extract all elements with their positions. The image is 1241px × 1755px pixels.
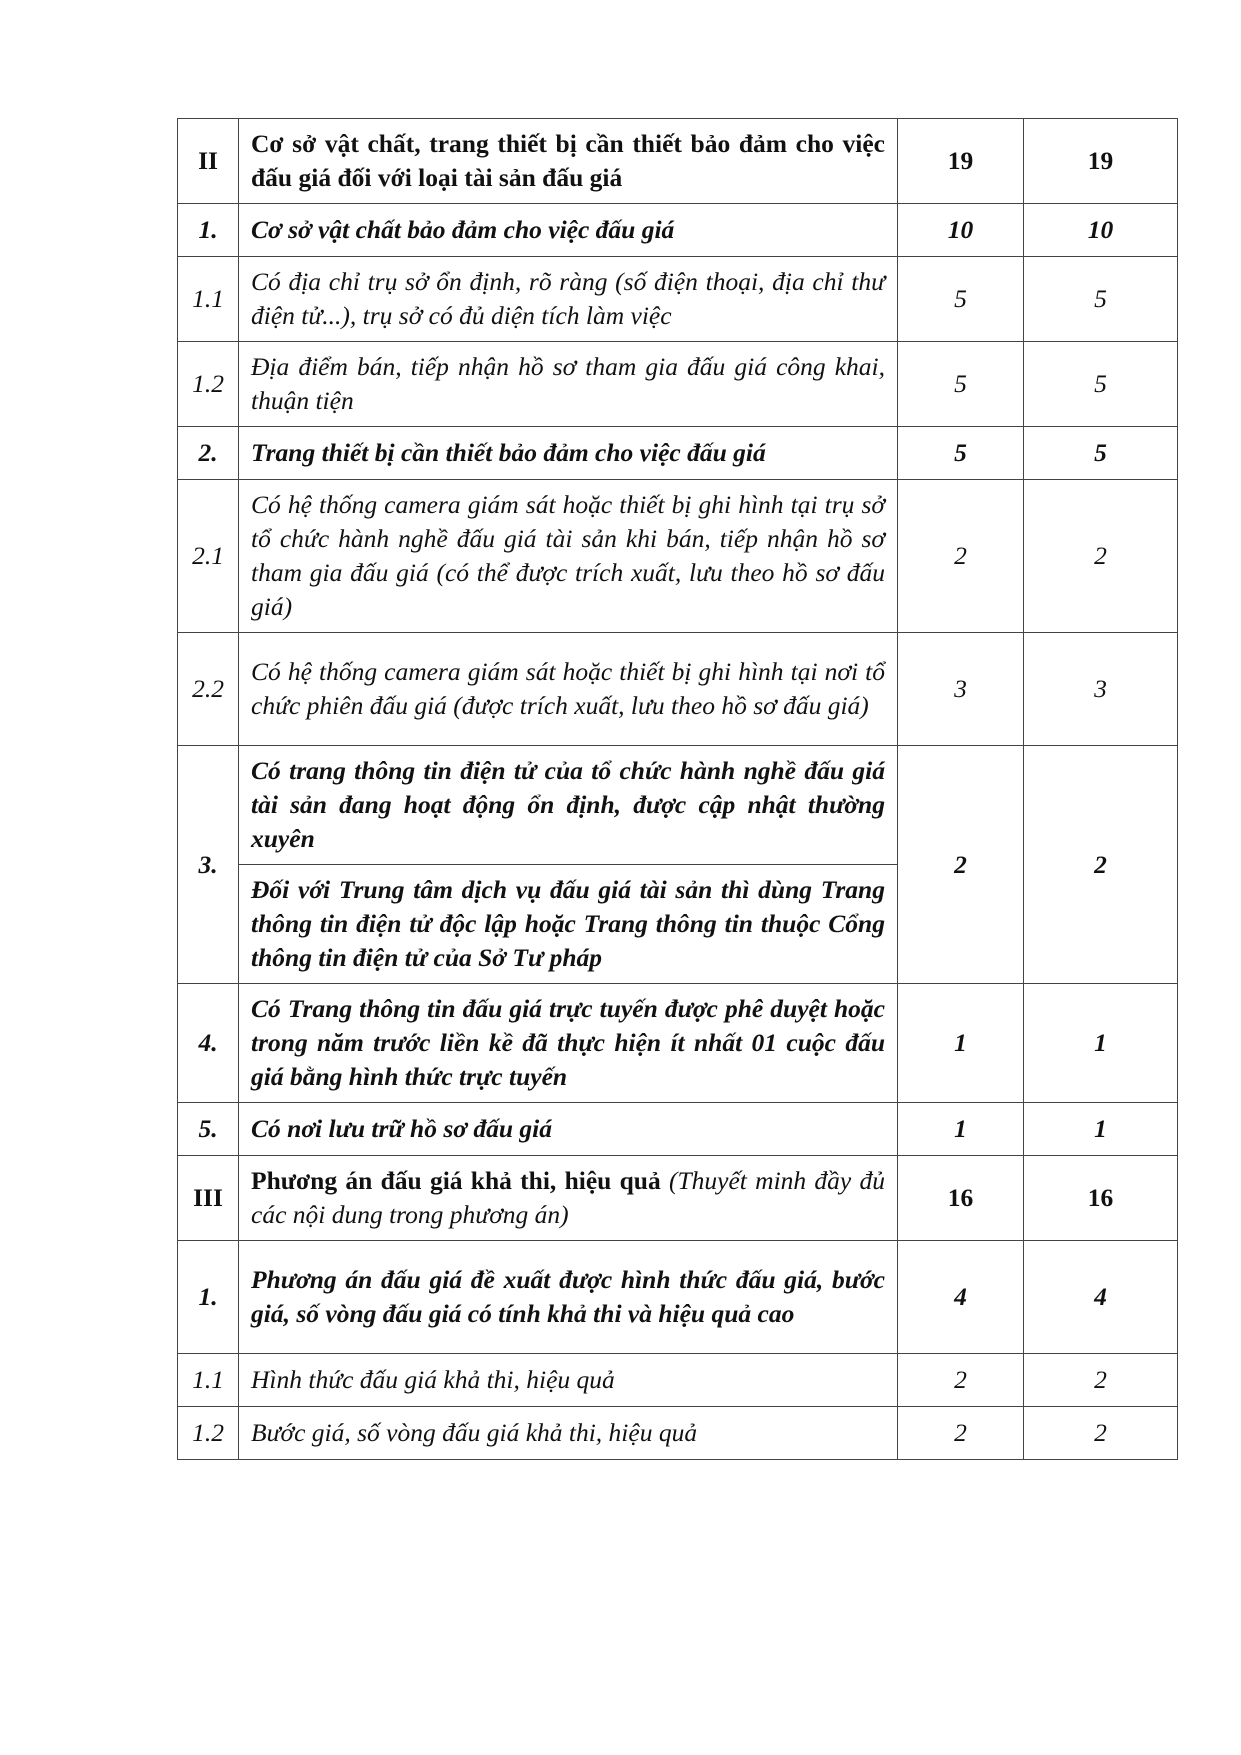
row-content: Có hệ thống camera giám sát hoặc thiết bị ghi hình tại trụ sở tổ chức hành nghề đấu giá tài sản khi bán, tiếp nhận hồ sơ tham gia đấu giá (có thể được trích xuất, lưu theo hồ sơ đấu giá) bbox=[239, 480, 898, 633]
table-row bbox=[178, 633, 1178, 746]
row-content: Cơ sở vật chất, trang thiết bị cần thiết bảo đảm cho việc đấu giá đối với loại tài sản đấu giá bbox=[239, 119, 898, 204]
score-cell: 5 bbox=[898, 342, 1024, 427]
row-content-bold: Phương án đấu giá khả thi, hiệu quả bbox=[251, 1166, 661, 1195]
table-row bbox=[178, 257, 1178, 342]
row-content: Cơ sở vật chất bảo đảm cho việc đấu giá bbox=[239, 204, 898, 257]
score-cell: 2 bbox=[1024, 1354, 1178, 1407]
row-number: II bbox=[178, 119, 239, 204]
score-cell: 5 bbox=[1024, 257, 1178, 342]
score-cell: 5 bbox=[1024, 427, 1178, 480]
row-content bbox=[239, 1156, 898, 1241]
score-cell: 19 bbox=[898, 119, 1024, 204]
score-cell: 2 bbox=[898, 746, 1024, 984]
score-cell: 5 bbox=[898, 427, 1024, 480]
score-cell: 2 bbox=[898, 1354, 1024, 1407]
row-content: Có địa chỉ trụ sở ổn định, rõ ràng (số điện thoại, địa chỉ thư điện tử...), trụ sở có đủ diện tích làm việc bbox=[239, 257, 898, 342]
row-content: Trang thiết bị cần thiết bảo đảm cho việc đấu giá bbox=[239, 427, 898, 480]
score-cell: 1 bbox=[898, 984, 1024, 1103]
table-row bbox=[178, 1156, 1178, 1241]
row-content: Có hệ thống camera giám sát hoặc thiết bị ghi hình tại nơi tổ chức phiên đấu giá (được trích xuất, lưu theo hồ sơ đấu giá) bbox=[239, 633, 898, 746]
row-number: 2. bbox=[178, 427, 239, 480]
score-cell: 2 bbox=[1024, 746, 1178, 984]
table-row bbox=[178, 1103, 1178, 1156]
row-number: 2.2 bbox=[178, 633, 239, 746]
table-row bbox=[178, 119, 1178, 204]
row-number: 1.1 bbox=[178, 1354, 239, 1407]
score-cell: 2 bbox=[1024, 1407, 1178, 1460]
score-cell: 16 bbox=[898, 1156, 1024, 1241]
score-cell: 2 bbox=[898, 480, 1024, 633]
row-number: 5. bbox=[178, 1103, 239, 1156]
score-cell: 16 bbox=[1024, 1156, 1178, 1241]
score-cell: 3 bbox=[1024, 633, 1178, 746]
row-number: 2.1 bbox=[178, 480, 239, 633]
table-row bbox=[178, 1241, 1178, 1354]
row-number: 1. bbox=[178, 204, 239, 257]
row-number: 1. bbox=[178, 1241, 239, 1354]
table-row bbox=[178, 1354, 1178, 1407]
row-number: III bbox=[178, 1156, 239, 1241]
row-number: 1.1 bbox=[178, 257, 239, 342]
row-number: 3. bbox=[178, 746, 239, 984]
row-content-part: Đối với Trung tâm dịch vụ đấu giá tài sản thì dùng Trang thông tin điện tử độc lập hoặc Trang thông tin thuộc Cổng thông tin điện tử của Sở Tư pháp bbox=[239, 864, 897, 983]
row-content: Địa điểm bán, tiếp nhận hồ sơ tham gia đấu giá công khai, thuận tiện bbox=[239, 342, 898, 427]
score-cell: 10 bbox=[898, 204, 1024, 257]
table-row bbox=[178, 204, 1178, 257]
criteria-table bbox=[177, 118, 1178, 1460]
row-content: Bước giá, số vòng đấu giá khả thi, hiệu quả bbox=[239, 1407, 898, 1460]
table-row bbox=[178, 984, 1178, 1103]
row-content: Phương án đấu giá đề xuất được hình thức đấu giá, bước giá, số vòng đấu giá có tính khả thi và hiệu quả cao bbox=[239, 1241, 898, 1354]
score-cell: 2 bbox=[1024, 480, 1178, 633]
row-number: 1.2 bbox=[178, 1407, 239, 1460]
table-row bbox=[178, 342, 1178, 427]
score-cell: 3 bbox=[898, 633, 1024, 746]
row-number: 1.2 bbox=[178, 342, 239, 427]
table-row bbox=[178, 746, 1178, 984]
score-cell: 1 bbox=[1024, 984, 1178, 1103]
row-content bbox=[239, 746, 898, 984]
score-cell: 10 bbox=[1024, 204, 1178, 257]
score-cell: 5 bbox=[1024, 342, 1178, 427]
score-cell: 1 bbox=[1024, 1103, 1178, 1156]
row-content-italic: (Thuyết minh đầy đủ các nội dung trong phương án) bbox=[251, 1166, 886, 1229]
row-content: Có nơi lưu trữ hồ sơ đấu giá bbox=[239, 1103, 898, 1156]
score-cell: 5 bbox=[898, 257, 1024, 342]
score-cell: 1 bbox=[898, 1103, 1024, 1156]
row-number: 4. bbox=[178, 984, 239, 1103]
table-row bbox=[178, 427, 1178, 480]
score-cell: 2 bbox=[898, 1407, 1024, 1460]
table-row bbox=[178, 480, 1178, 633]
score-cell: 4 bbox=[898, 1241, 1024, 1354]
score-cell: 4 bbox=[1024, 1241, 1178, 1354]
table-row bbox=[178, 1407, 1178, 1460]
score-cell: 19 bbox=[1024, 119, 1178, 204]
row-content-part: Có trang thông tin điện tử của tổ chức hành nghề đấu giá tài sản đang hoạt động ổn định, được cập nhật thường xuyên bbox=[251, 756, 885, 853]
row-content: Hình thức đấu giá khả thi, hiệu quả bbox=[239, 1354, 898, 1407]
row-content: Có Trang thông tin đấu giá trực tuyến được phê duyệt hoặc trong năm trước liền kề đã thực hiện ít nhất 01 cuộc đấu giá bằng hình thức trực tuyến bbox=[239, 984, 898, 1103]
